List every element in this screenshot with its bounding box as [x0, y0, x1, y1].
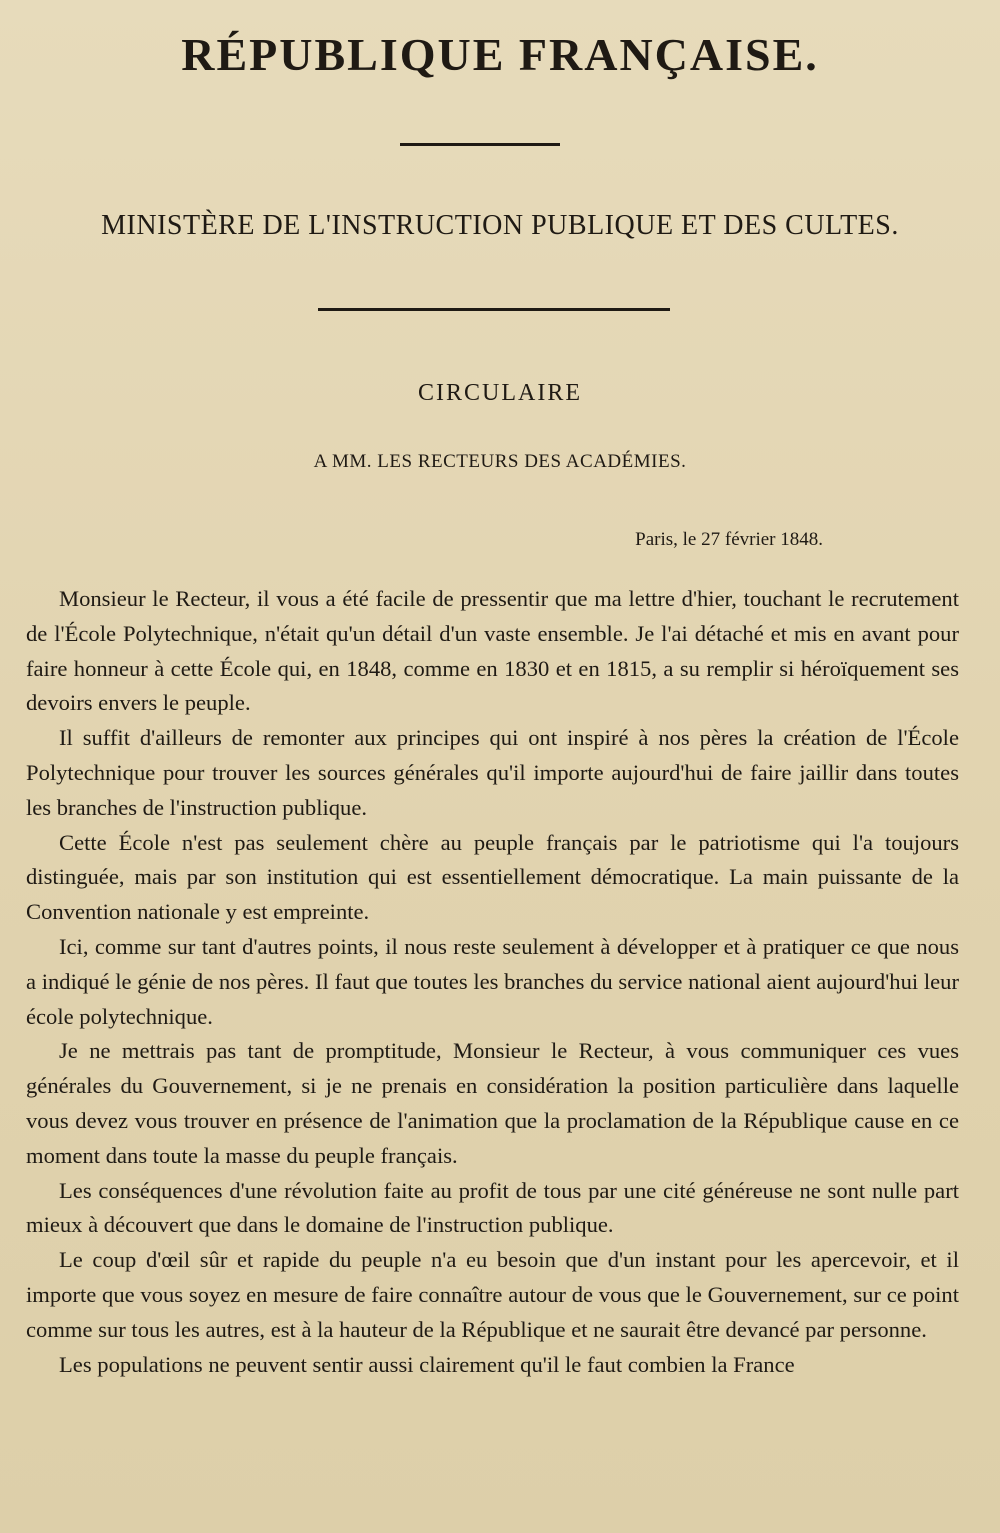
document-title: RÉPUBLIQUE FRANÇAISE.	[181, 29, 819, 80]
ministry-divider	[318, 308, 670, 311]
ministry-heading: MINISTÈRE DE L'INSTRUCTION PUBLIQUE ET DES CULTES.	[101, 210, 899, 241]
body-paragraph: Ici, comme sur tant d'autres points, il nous reste seulement à développer et à pratiquer ce que nous a indiqué le génie de nos pères. Il faut que toutes les branches du service national aient aujourd'hui leur école polytechnique.	[26, 933, 959, 1029]
title-divider	[400, 143, 560, 146]
dateline: Paris, le 27 février 1848.	[635, 529, 823, 550]
body-paragraph: Le coup d'œil sûr et rapide du peuple n'a eu besoin que d'un instant pour les apercevoir, et il importe que vous soyez en mesure de faire connaître autour de vous que le Gouvernement, sur ce point comme sur tous les autres, est à la hauteur de la République et ne saurait être devancé par personne.	[26, 1247, 959, 1342]
body-paragraph: Cette École n'est pas seulement chère au peuple français par le patriotisme qui l'a toujours distinguée, mais par son institution qui est essentiellement démocratique. La main puissante de la Convention nationale y est empreinte.	[26, 829, 959, 925]
body-paragraph: Monsieur le Recteur, il vous a été facile de pressentir que ma lettre d'hier, touchant le recrutement de l'École Polytechnique, n'était qu'un détail d'un vaste ensemble. Je l'ai détaché et mis en avant pour faire honneur à cette École qui, en 1848, comme en 1830 et en 1815, a su remplir si héroïquement ses devoirs envers le peuple.	[26, 586, 959, 716]
document-body	[26, 582, 959, 1382]
body-paragraph: Je ne mettrais pas tant de promptitude, Monsieur le Recteur, à vous communiquer ces vues générales du Gouvernement, si je ne prenais en considération la position particulière dans laquelle vous devez vous trouver en présence de l'animation que la proclamation de la République cause en ce moment dans toute la masse du peuple français.	[26, 1038, 959, 1168]
body-paragraph: Il suffit d'ailleurs de remonter aux principes qui ont inspiré à nos pères la création de l'École Polytechnique pour trouver les sources générales qu'il importe aujourd'hui de faire jaillir dans toutes les branches de l'instruction publique.	[26, 725, 959, 820]
circular-title: CIRCULAIRE	[418, 380, 582, 406]
body-paragraph: Les populations ne peuvent sentir aussi clairement qu'il le faut combien la France	[59, 1351, 795, 1377]
circular-addressee: A MM. LES RECTEURS DES ACADÉMIES.	[313, 451, 687, 472]
body-paragraph: Les conséquences d'une révolution faite au profit de tous par une cité généreuse ne sont nulle part mieux à découvert que dans le domaine de l'instruction publique.	[26, 1177, 959, 1238]
